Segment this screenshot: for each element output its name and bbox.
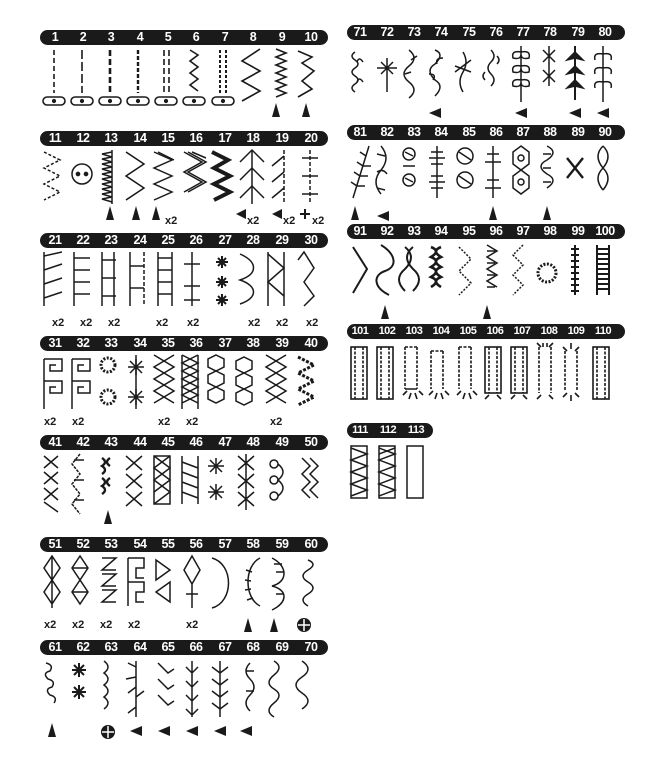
stitch-76-icon <box>483 50 499 86</box>
stitch-50-icon <box>302 458 318 498</box>
stitch-number: 98 <box>543 224 557 238</box>
stitch-number: 10 <box>304 30 318 44</box>
stitch-number: 26 <box>189 233 203 247</box>
stitch-number: 44 <box>133 435 147 449</box>
stitch-47-icon <box>208 458 224 500</box>
stitch-number: 37 <box>218 336 232 350</box>
x2-label: x2 <box>248 317 261 329</box>
stitch-number: 54 <box>133 537 147 551</box>
stitch-number: 24 <box>133 233 147 247</box>
stitch-89-icon <box>567 158 583 178</box>
stitch-number: 42 <box>76 435 90 449</box>
stitch-4-icon <box>127 50 149 105</box>
stitch-number: 106 <box>486 325 504 337</box>
stitch-number: 111 <box>352 424 368 436</box>
stitch-42-icon <box>72 454 84 514</box>
stitch-number-bar <box>347 324 625 339</box>
stitch-97-icon <box>513 245 523 295</box>
stitch-number-bar <box>40 435 328 450</box>
stitch-number: 6 <box>192 30 200 44</box>
stitch-number: 38 <box>246 336 260 350</box>
stitch-8-icon <box>242 49 260 101</box>
stitch-number: 70 <box>304 640 318 654</box>
stitch-84-icon <box>429 146 445 198</box>
stitch-patterns-61-70 <box>40 657 330 757</box>
stitch-61-icon <box>45 663 56 737</box>
stitch-16-icon <box>184 152 206 192</box>
stitch-105-icon <box>457 347 477 399</box>
stitch-72-icon <box>377 58 397 92</box>
stitch-number: 55 <box>161 537 175 551</box>
stitch-85-icon <box>457 148 473 188</box>
stitch-number: 4 <box>136 30 144 44</box>
stitch-number: 19 <box>275 131 289 145</box>
x2-label: x2 <box>186 619 199 631</box>
stitch-number: 60 <box>304 537 318 551</box>
stitch-75-icon <box>455 52 471 92</box>
stitch-number: 65 <box>161 640 175 654</box>
stitch-44-icon <box>126 456 142 506</box>
stitch-number: 58 <box>246 537 260 551</box>
x2-label: x2 <box>276 317 289 329</box>
x2-label: x2 <box>247 215 260 227</box>
stitch-number: 74 <box>434 25 448 39</box>
stitch-30-icon <box>298 252 314 306</box>
stitch-number: 94 <box>434 224 448 238</box>
stitch-number: 56 <box>189 537 203 551</box>
stitch-106-icon <box>485 347 501 399</box>
stitch-88-icon <box>541 146 553 220</box>
stitch-71-icon <box>352 52 363 92</box>
stitch-number: 87 <box>516 125 530 139</box>
stitch-number: 51 <box>48 537 62 551</box>
stitch-number: 105 <box>459 325 477 337</box>
stitch-number: 83 <box>407 125 421 139</box>
stitch-109-icon <box>563 343 579 401</box>
stitch-number: 71 <box>353 25 367 39</box>
x2-label: x2 <box>72 416 85 428</box>
stitch-96-icon <box>483 245 497 319</box>
stitch-110-icon <box>593 347 609 399</box>
stitch-86-icon <box>485 146 501 220</box>
stitch-15-icon <box>152 152 174 220</box>
stitch-52-icon <box>72 556 88 604</box>
stitch-36-icon <box>182 355 198 409</box>
stitch-number: 85 <box>462 125 476 139</box>
x2-label: x2 <box>283 215 296 227</box>
stitch-number: 62 <box>76 640 90 654</box>
stitch-98-icon <box>538 264 556 282</box>
x2-label: x2 <box>270 416 283 428</box>
stitch-55-icon <box>156 560 170 602</box>
stitch-number: 28 <box>246 233 260 247</box>
stitch-19-icon <box>272 150 284 219</box>
stitch-68-icon <box>240 663 254 736</box>
stitch-number: 18 <box>246 131 260 145</box>
stitch-patterns-81-90 <box>347 142 627 222</box>
stitch-28-icon <box>240 254 254 304</box>
stitch-number: 16 <box>189 131 203 145</box>
stitch-number: 59 <box>275 537 289 551</box>
stitch-number: 104 <box>432 325 450 337</box>
stitch-25-icon <box>158 252 172 306</box>
stitch-number: 81 <box>353 125 367 139</box>
stitch-number: 68 <box>246 640 260 654</box>
x2-label: x2 <box>72 619 85 631</box>
stitch-number: 107 <box>513 325 531 337</box>
stitch-number: 3 <box>107 30 115 44</box>
stitch-9-icon <box>272 49 286 117</box>
stitch-number: 73 <box>407 25 421 39</box>
stitch-34-icon <box>128 355 144 409</box>
stitch-100-icon <box>597 245 609 295</box>
stitch-number: 13 <box>104 131 118 145</box>
stitch-46-icon <box>182 456 198 504</box>
stitch-104-icon <box>429 351 449 399</box>
stitch-patterns-21-30 <box>40 250 330 316</box>
stitch-10-icon <box>298 51 314 117</box>
stitch-number: 14 <box>133 131 147 145</box>
stitch-23-icon <box>102 252 116 306</box>
stitch-17-icon <box>212 152 230 200</box>
stitch-48-icon <box>238 454 254 510</box>
stitch-number: 27 <box>218 233 232 247</box>
stitch-66-icon <box>186 661 198 736</box>
stitch-number: 20 <box>304 131 318 145</box>
x2-label: x2 <box>80 317 93 329</box>
stitch-41-icon <box>44 456 58 512</box>
stitch-number: 113 <box>407 424 425 436</box>
stitch-11-icon <box>44 152 60 200</box>
stitch-number: 23 <box>104 233 118 247</box>
stitch-92-icon <box>376 245 393 319</box>
stitch-43-icon <box>102 458 112 524</box>
stitch-patterns-111-113 <box>347 440 437 504</box>
stitch-82-icon <box>376 146 389 221</box>
stitch-number-bar <box>40 131 328 146</box>
stitch-79-icon <box>567 46 583 118</box>
stitch-101-icon <box>351 347 367 399</box>
stitch-number: 78 <box>543 25 557 39</box>
stitch-number: 82 <box>380 125 394 139</box>
stitch-number: 96 <box>489 224 503 238</box>
stitch-69-icon <box>269 661 279 717</box>
stitch-5-icon <box>155 50 177 105</box>
stitch-number: 41 <box>48 435 62 449</box>
stitch-number: 80 <box>598 25 612 39</box>
stitch-number: 43 <box>104 435 118 449</box>
stitch-59-icon <box>270 558 284 632</box>
stitch-number: 30 <box>304 233 318 247</box>
stitch-38-icon <box>236 357 252 405</box>
x2-label: x2 <box>156 317 169 329</box>
stitch-number-bar <box>40 233 328 248</box>
stitch-107-icon <box>511 347 527 399</box>
stitch-number: 2 <box>79 30 87 44</box>
stitch-65-icon <box>158 663 174 736</box>
stitch-number: 15 <box>161 131 175 145</box>
stitch-37-icon <box>208 355 224 403</box>
stitch-18-icon <box>236 150 264 219</box>
stitch-77-icon <box>513 46 530 118</box>
stitch-number-bar <box>40 30 328 45</box>
stitch-number: 52 <box>76 537 90 551</box>
stitch-number-bar <box>347 125 625 140</box>
stitch-number: 11 <box>48 131 62 145</box>
stitch-93-icon <box>399 247 419 291</box>
stitch-14-icon <box>126 152 144 220</box>
stitch-number: 100 <box>595 224 615 238</box>
stitch-54-icon <box>128 558 144 606</box>
stitch-22-icon <box>74 252 90 306</box>
stitch-number: 5 <box>164 30 172 44</box>
stitch-12-icon <box>72 164 92 184</box>
stitch-number: 21 <box>48 233 62 247</box>
x2-label: x2 <box>52 317 65 329</box>
stitch-number: 112 <box>379 424 397 436</box>
stitch-number: 12 <box>76 131 90 145</box>
stitch-number: 84 <box>434 125 448 139</box>
stitch-patterns-1-10 <box>40 47 330 127</box>
stitch-number-bar <box>40 336 328 351</box>
stitch-57-icon <box>212 558 229 608</box>
stitch-number: 50 <box>304 435 318 449</box>
stitch-number: 22 <box>76 233 90 247</box>
stitch-99-icon <box>571 245 579 295</box>
stitch-53-icon <box>102 558 116 602</box>
stitch-74-icon <box>429 50 443 118</box>
stitch-87-icon <box>513 146 529 194</box>
stitch-111-icon <box>351 446 367 498</box>
stitch-49-icon <box>270 460 283 500</box>
stitch-number: 31 <box>48 336 62 350</box>
stitch-number: 99 <box>571 224 585 238</box>
stitch-26-icon <box>184 252 200 306</box>
stitch-number: 72 <box>380 25 394 39</box>
stitch-patterns-71-80 <box>347 42 627 122</box>
stitch-number: 86 <box>489 125 503 139</box>
stitch-number: 40 <box>304 336 318 350</box>
stitch-number: 49 <box>275 435 289 449</box>
stitch-number: 9 <box>278 30 286 44</box>
stitch-90-icon <box>598 146 608 190</box>
stitch-20-icon <box>300 150 318 219</box>
stitch-56-icon <box>184 556 200 608</box>
stitch-number: 35 <box>161 336 175 350</box>
stitch-number: 92 <box>380 224 394 238</box>
stitch-33-icon <box>101 358 115 404</box>
stitch-31-icon <box>44 359 62 409</box>
stitch-number: 34 <box>133 336 147 350</box>
x2-label: x2 <box>108 317 121 329</box>
stitch-7-icon <box>212 50 234 105</box>
stitch-39-icon <box>266 355 286 403</box>
x2-label: x2 <box>128 619 141 631</box>
stitch-21-icon <box>44 252 62 306</box>
stitch-94-icon <box>431 247 441 287</box>
stitch-103-icon <box>403 347 423 399</box>
stitch-number: 91 <box>353 224 367 238</box>
stitch-number: 1 <box>51 30 59 44</box>
stitch-2-icon <box>71 50 93 105</box>
stitch-13-icon <box>102 150 114 220</box>
stitch-number: 63 <box>104 640 118 654</box>
stitch-35-icon <box>154 355 174 403</box>
stitch-number: 67 <box>218 640 232 654</box>
stitch-patterns-41-50 <box>40 452 330 534</box>
stitch-number: 108 <box>540 325 558 337</box>
stitch-number: 45 <box>161 435 175 449</box>
stitch-number: 110 <box>594 325 612 337</box>
stitch-32-icon <box>72 359 90 409</box>
stitch-number: 66 <box>189 640 203 654</box>
stitch-number: 69 <box>275 640 289 654</box>
stitch-number: 48 <box>246 435 260 449</box>
stitch-number: 101 <box>351 325 369 337</box>
stitch-1-icon <box>43 50 65 105</box>
stitch-64-icon <box>126 661 144 736</box>
stitch-number: 25 <box>161 233 175 247</box>
stitch-102-icon <box>377 347 393 399</box>
stitch-number: 61 <box>48 640 62 654</box>
stitch-number: 39 <box>275 336 289 350</box>
stitch-83-icon <box>403 148 415 186</box>
x2-label: x2 <box>187 317 200 329</box>
stitch-number: 75 <box>462 25 476 39</box>
stitch-113-icon <box>407 446 423 498</box>
stitch-27-icon <box>216 256 228 306</box>
stitch-number: 57 <box>218 537 232 551</box>
stitch-51-icon <box>44 556 60 608</box>
stitch-91-icon <box>353 247 367 293</box>
stitch-number: 79 <box>571 25 585 39</box>
stitch-24-icon <box>130 252 144 306</box>
stitch-45-icon <box>154 456 170 504</box>
stitch-6-icon <box>183 50 205 105</box>
stitch-number: 90 <box>598 125 612 139</box>
stitch-number: 76 <box>489 25 503 39</box>
stitch-number: 17 <box>218 131 232 145</box>
stitch-number-bar <box>40 640 328 655</box>
stitch-62-icon <box>72 663 86 699</box>
stitch-number: 88 <box>543 125 557 139</box>
x2-label: x2 <box>44 416 57 428</box>
stitch-number: 7 <box>221 30 229 44</box>
stitch-number: 102 <box>378 325 396 337</box>
stitch-number: 97 <box>516 224 530 238</box>
stitch-patterns-101-110 <box>347 341 627 411</box>
stitch-number: 109 <box>567 325 585 337</box>
stitch-29-icon <box>268 252 284 306</box>
stitch-58-icon <box>244 558 260 632</box>
stitch-67-icon <box>212 661 228 736</box>
x2-label: x2 <box>186 416 199 428</box>
stitch-number-bar <box>40 537 328 552</box>
stitch-number: 77 <box>516 25 530 39</box>
x2-label: x2 <box>44 619 57 631</box>
stitch-number: 89 <box>571 125 585 139</box>
stitch-number: 29 <box>275 233 289 247</box>
stitch-number-bar <box>347 25 625 40</box>
stitch-patterns-91-100 <box>347 241 627 321</box>
stitch-number-bar <box>347 423 433 438</box>
x2-label: x2 <box>100 619 113 631</box>
x2-label: x2 <box>158 416 171 428</box>
stitch-number: 64 <box>133 640 147 654</box>
x2-label: x2 <box>306 317 319 329</box>
stitch-95-icon <box>459 247 471 295</box>
stitch-number: 53 <box>104 537 118 551</box>
x2-label: x2 <box>165 215 178 227</box>
stitch-70-icon <box>296 661 308 709</box>
stitch-number: 46 <box>189 435 203 449</box>
stitch-number: 33 <box>104 336 118 350</box>
stitch-73-icon <box>404 50 417 98</box>
stitch-3-icon <box>99 50 121 105</box>
stitch-number: 8 <box>249 30 257 44</box>
stitch-81-icon <box>351 146 371 220</box>
stitch-number: 36 <box>189 336 203 350</box>
stitch-number-bar <box>347 224 625 239</box>
stitch-40-icon <box>298 357 314 405</box>
stitch-63-icon <box>101 661 115 739</box>
stitch-80-icon <box>595 46 612 118</box>
stitch-number: 32 <box>76 336 90 350</box>
x2-label: x2 <box>312 215 325 227</box>
stitch-108-icon <box>537 343 553 399</box>
stitch-112-icon <box>379 446 395 498</box>
stitch-number: 103 <box>405 325 423 337</box>
stitch-number: 95 <box>462 224 476 238</box>
stitch-78-icon <box>543 46 555 86</box>
stitch-60-icon <box>297 560 313 632</box>
stitch-number: 93 <box>407 224 421 238</box>
stitch-number: 47 <box>218 435 232 449</box>
